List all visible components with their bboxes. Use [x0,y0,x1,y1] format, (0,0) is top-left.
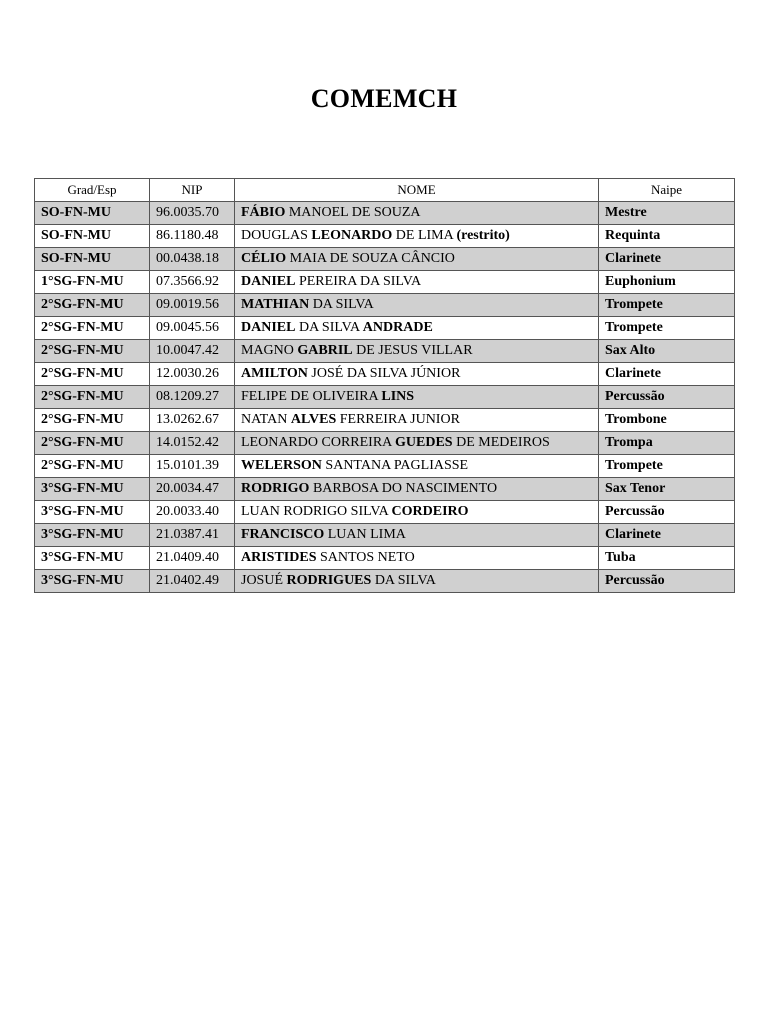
cell-nome [235,409,599,432]
name-part: PEREIRA DA SILVA [295,274,422,289]
cell-nip: 14.0152.42 [150,432,235,455]
cell-nome [235,202,599,225]
cell-grad-esp: 2°SG-FN-MU [35,409,150,432]
cell-nip: 08.1209.27 [150,386,235,409]
cell-grad-esp: 1°SG-FN-MU [35,271,150,294]
name-part: MATHIAN [241,297,310,312]
cell-nip: 96.0035.70 [150,202,235,225]
table-row [35,501,735,524]
table-row [35,409,735,432]
cell-nip: 09.0019.56 [150,294,235,317]
cell-nome [235,432,599,455]
cell-nip: 12.0030.26 [150,363,235,386]
cell-naipe: Clarinete [599,248,735,271]
table-row [35,294,735,317]
name-part: JOSÉ DA SILVA JÚNIOR [307,366,461,381]
cell-nip: 10.0047.42 [150,340,235,363]
cell-nip: 86.1180.48 [150,225,235,248]
cell-grad-esp: SO-FN-MU [35,225,150,248]
cell-naipe: Percussão [599,501,735,524]
header-nome: NOME [235,179,599,202]
cell-naipe: Requinta [599,225,735,248]
name-part: DE LIMA [392,228,457,243]
header-grad-esp: Grad/Esp [35,179,150,202]
cell-nip: 20.0033.40 [150,501,235,524]
name-part: LEONARDO CORREIRA [241,435,396,450]
name-part: LUAN LIMA [324,527,406,542]
cell-naipe: Percussão [599,386,735,409]
name-part: MAIA DE SOUZA CÂNCIO [286,251,455,266]
page-title: COMEMCH [310,84,458,113]
table-row [35,225,735,248]
cell-nip: 21.0402.49 [150,570,235,593]
cell-naipe: Trompa [599,432,735,455]
cell-grad-esp: 2°SG-FN-MU [35,432,150,455]
cell-nome [235,547,599,570]
cell-nip: 20.0034.47 [150,478,235,501]
cell-naipe: Trompete [599,294,735,317]
table-row [35,432,735,455]
cell-nome [235,570,599,593]
name-part: RODRIGO [241,481,310,496]
name-part: LINS [381,389,415,404]
cell-grad-esp: 3°SG-FN-MU [35,570,150,593]
table-row [35,363,735,386]
cell-nome [235,294,599,317]
table-row [35,248,735,271]
cell-grad-esp: 2°SG-FN-MU [35,294,150,317]
table-row [35,524,735,547]
name-part: DA SILVA [295,320,363,335]
cell-naipe: Euphonium [599,271,735,294]
name-part: MAGNO [241,343,298,358]
name-part: GABRIL [297,343,353,358]
table-row [35,202,735,225]
name-part: ANDRADE [362,320,433,335]
cell-nome [235,363,599,386]
cell-nip: 09.0045.56 [150,317,235,340]
cell-nome [235,271,599,294]
table-row [35,455,735,478]
cell-nip: 07.3566.92 [150,271,235,294]
name-part: DE MEDEIROS [452,435,550,450]
name-part: LEONARDO [311,228,393,243]
table-row [35,570,735,593]
table-row [35,478,735,501]
table-body [35,202,735,593]
cell-naipe: Trombone [599,409,735,432]
name-part: AMILTON [241,366,308,381]
name-part: GUEDES [395,435,453,450]
cell-nome [235,478,599,501]
cell-grad-esp: 2°SG-FN-MU [35,386,150,409]
cell-grad-esp: 3°SG-FN-MU [35,501,150,524]
name-part: DANIEL [241,274,296,289]
name-part: DANIEL [241,320,296,335]
cell-grad-esp: SO-FN-MU [35,202,150,225]
name-part: DA SILVA [309,297,374,312]
table-row [35,317,735,340]
cell-grad-esp: 2°SG-FN-MU [35,455,150,478]
name-part: SANTANA PAGLIASSE [321,458,469,473]
header-nip: NIP [150,179,235,202]
cell-grad-esp: 2°SG-FN-MU [35,340,150,363]
name-part: (restrito) [456,228,510,243]
name-part: DE JESUS VILLAR [352,343,473,358]
table-header-row [35,179,735,202]
table-row [35,271,735,294]
cell-nome [235,225,599,248]
name-part: SANTOS NETO [316,550,415,565]
cell-nome [235,501,599,524]
cell-nome [235,248,599,271]
cell-nip: 21.0409.40 [150,547,235,570]
cell-naipe: Tuba [599,547,735,570]
cell-naipe: Sax Alto [599,340,735,363]
name-part: DOUGLAS [241,228,312,243]
name-part: ARISTIDES [241,550,317,565]
name-part: NATAN [241,412,291,427]
name-part: FERREIRA JUNIOR [336,412,460,427]
cell-nip: 00.0438.18 [150,248,235,271]
name-part: CÉLIO [241,251,287,266]
name-part: DA SILVA [371,573,436,588]
cell-grad-esp: 3°SG-FN-MU [35,524,150,547]
cell-grad-esp: 2°SG-FN-MU [35,317,150,340]
name-part: WELERSON [241,458,322,473]
cell-naipe: Trompete [599,317,735,340]
name-part: JOSUÉ [241,573,287,588]
name-part: ALVES [290,412,337,427]
cell-grad-esp: SO-FN-MU [35,248,150,271]
cell-nome [235,524,599,547]
cell-nome [235,386,599,409]
cell-nome [235,317,599,340]
roster-table [34,178,735,593]
table-row [35,340,735,363]
name-part: FÁBIO [241,205,286,220]
name-part: CORDEIRO [391,504,469,519]
name-part: FELIPE DE OLIVEIRA [241,389,382,404]
cell-naipe: Clarinete [599,524,735,547]
cell-nome [235,340,599,363]
cell-grad-esp: 2°SG-FN-MU [35,363,150,386]
cell-nome [235,455,599,478]
cell-nip: 13.0262.67 [150,409,235,432]
name-part: FRANCISCO [241,527,325,542]
name-part: RODRIGUES [286,573,372,588]
table-row [35,547,735,570]
cell-nip: 21.0387.41 [150,524,235,547]
cell-naipe: Clarinete [599,363,735,386]
table-row [35,386,735,409]
cell-naipe: Trompete [599,455,735,478]
cell-naipe: Percussão [599,570,735,593]
name-part: LUAN RODRIGO SILVA [241,504,392,519]
cell-grad-esp: 3°SG-FN-MU [35,547,150,570]
name-part: BARBOSA DO NASCIMENTO [309,481,498,496]
cell-nip: 15.0101.39 [150,455,235,478]
cell-naipe: Mestre [599,202,735,225]
name-part: MANOEL DE SOUZA [285,205,421,220]
cell-naipe: Sax Tenor [599,478,735,501]
header-naipe: Naipe [599,179,735,202]
cell-grad-esp: 3°SG-FN-MU [35,478,150,501]
